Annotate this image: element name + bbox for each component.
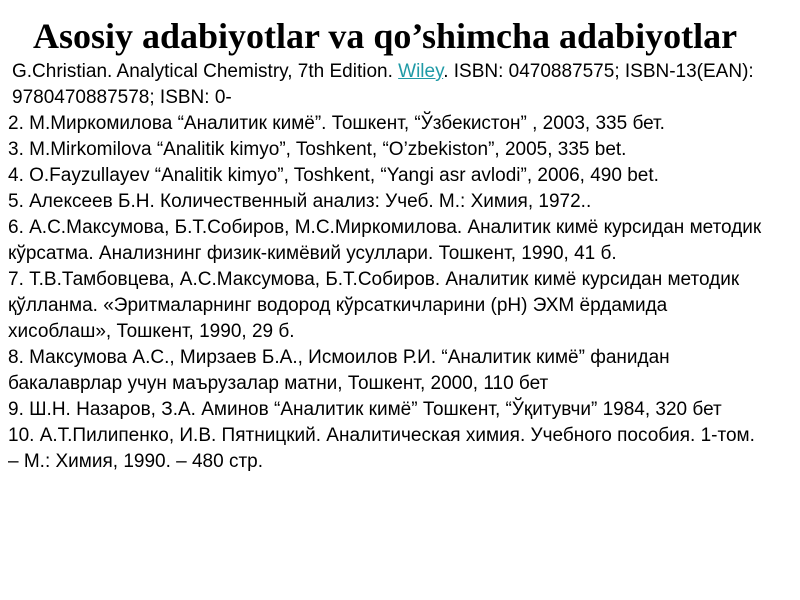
reference-item-2: 2. M.Миркомилова “Аналитик кимё”. Тошкент, “Ўзбекистон” , 2003, 335 бет. <box>8 113 665 134</box>
wiley-link[interactable]: Wiley <box>398 61 444 82</box>
reference-1-isbn: . ISBN: 0470887575; ISBN-13(EAN): 9780470887578; ISBN: 0- <box>12 61 754 108</box>
reference-item-4: 4. O.Fayzullayev “Analitik kimyo”, Toshkent, “Yangi asr avlodi”, 2006, 490 bet. <box>8 165 659 186</box>
reference-item-10: 10. А.Т.Пилипенко, И.В. Пятницкий. Аналитическая химия. Учебного пособия. 1-том. – М.: Химия, 1990. – 480 стр. <box>8 425 755 472</box>
reference-item-1 <box>8 59 768 111</box>
slide-title: Asosiy adabiyotlar va qo’shimcha adabiyotlar <box>32 16 738 56</box>
reference-item-7: 7. Т.В.Тамбовцева, А.С.Максумова, Б.Т.Собиров. Аналитик кимё курсидан методик қўлланма. «Эритмаларнинг водород кўрсаткичларини (pH) ЭХМ ёрдамида хисоблаш», Тошкент, 1990, 29 б. <box>8 269 740 342</box>
reference-item-6: 6. А.С.Максумова, Б.Т.Собиров, М.С.Миркомилова. Аналитик кимё курсидан методик кўрсатма. Анализнинг физик-кимёвий усуллари. Тошкент, 1990, 41 б. <box>8 217 762 264</box>
reference-item-3: 3. M.Mirkomilova “Analitik kimyo”, Toshkent, “O’zbekiston”, 2005, 335 bet. <box>8 139 627 160</box>
reference-1-text: G.Christian. Analytical Chemistry, 7th Edition. <box>12 61 399 82</box>
reference-list <box>8 59 768 475</box>
reference-item-8: 8. Максумова А.С., Мирзаев Б.А., Исмоилов Р.И. “Аналитик кимё” фанидан бакалаврлар учун маърузалар матни, Тошкент, 2000, 110 бет <box>8 347 670 394</box>
reference-item-5: 5. Алексеев Б.Н. Количественный анализ: Учеб. М.: Химия, 1972.. <box>8 191 592 212</box>
reference-item-9: 9. Ш.Н. Назаров, З.А. Аминов “Аналитик кимё” Тошкент, “Ўқитувчи” 1984, 320 бет <box>8 399 722 420</box>
